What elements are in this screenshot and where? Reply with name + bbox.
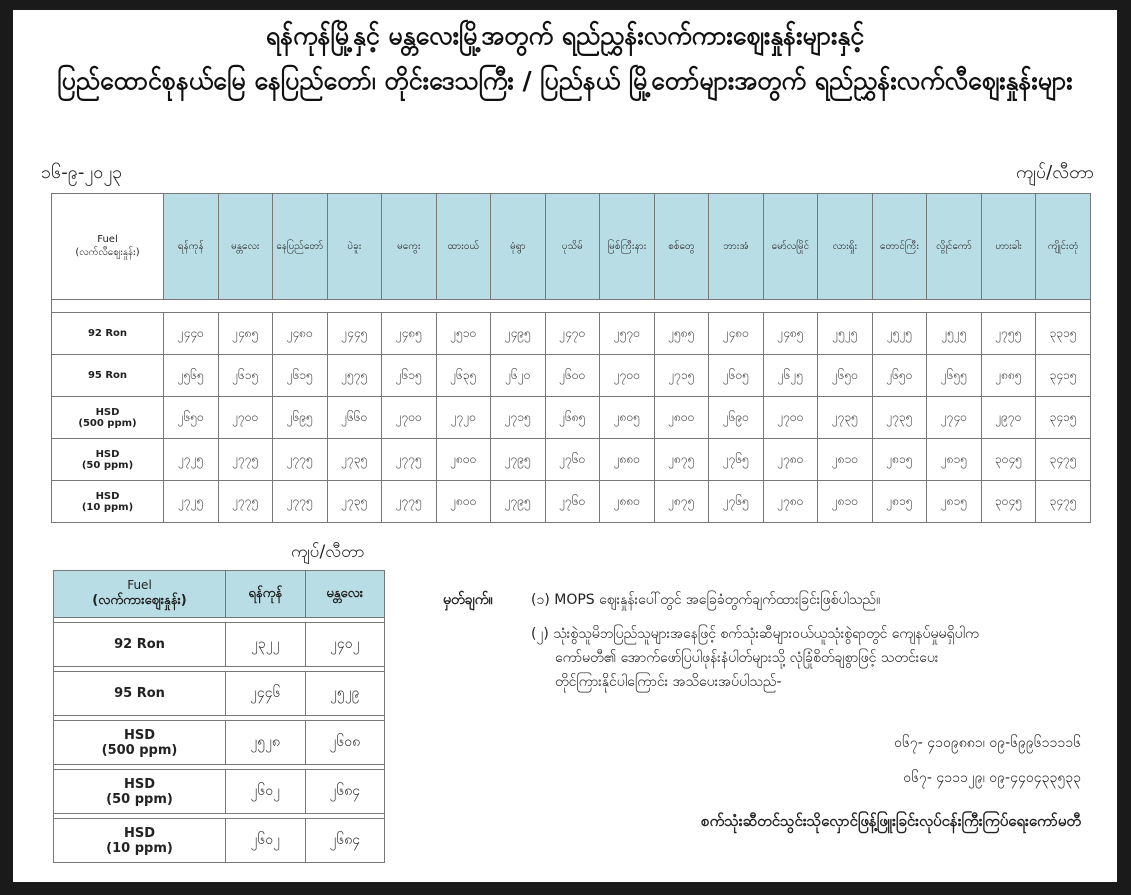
- price-cell: ၂၇၆၅: [709, 439, 764, 481]
- city-header: ပဲခူး: [327, 194, 382, 300]
- fuel-type-cell: [54, 721, 226, 765]
- price-cell: ၂၆၅၀: [164, 397, 219, 439]
- table-row: [54, 819, 385, 863]
- price-cell: ၂၈၁၅: [872, 481, 927, 523]
- price-cell: ၂၈၁၀: [818, 481, 873, 523]
- price-cell: ၂၄၇၀: [545, 313, 600, 355]
- fuel-type-grade: (500 ppm): [101, 742, 178, 758]
- fuel-type-name: HSD: [95, 490, 120, 502]
- price-cell: ၂၅၂၈: [226, 721, 306, 765]
- city-header: မော်လမြိုင်: [763, 194, 818, 300]
- table-row: [52, 481, 1091, 523]
- price-cell: ၂၇၇၅: [382, 481, 437, 523]
- fuel-type-cell: [52, 481, 164, 523]
- fuel-header-line-1: Fuel: [127, 577, 152, 592]
- price-cell: ၂၃၂၂: [226, 623, 306, 667]
- retail-header-row: [52, 194, 1091, 300]
- price-cell: ၂၇၅၅: [981, 313, 1036, 355]
- price-cell: ၂၈၁၅: [927, 481, 982, 523]
- price-cell: ၂၅၂၉: [305, 672, 385, 716]
- city-header: ဘားအံ: [709, 194, 764, 300]
- price-cell: ၂၇၇၅: [273, 439, 328, 481]
- price-cell: ၂၄၄၆: [226, 672, 306, 716]
- phone-line-2: ၀၆၇- ၄၁၁၁၂၉၊ ၀၉-၄၄၀၄၃၃၅၃၃: [903, 770, 1081, 786]
- price-cell: ၂၆၀၂: [226, 819, 306, 863]
- table-row: [52, 439, 1091, 481]
- price-cell: ၂၇၃၅: [327, 439, 382, 481]
- table-row: [52, 313, 1091, 355]
- price-cell: ၂၈၇၅: [654, 481, 709, 523]
- price-cell: ၃၄၁၅: [1036, 355, 1091, 397]
- price-cell: ၂၈၀၀: [654, 397, 709, 439]
- date-label: ၁၆-၉-၂၀၂၃: [41, 162, 123, 183]
- price-cell: ၂၇၉၅: [491, 481, 546, 523]
- fuel-type-cell: [52, 313, 164, 355]
- price-cell: ၂၇၈၀: [763, 481, 818, 523]
- wholesale-table-body: [54, 618, 385, 863]
- price-cell: ၂၅၇၀: [600, 313, 655, 355]
- notice-sheet: [13, 10, 1117, 882]
- table-row: [54, 770, 385, 814]
- city-header: လားရှိုး: [818, 194, 873, 300]
- price-cell: ၂၆၀၀: [545, 355, 600, 397]
- price-cell: ၂၇၀၀: [763, 397, 818, 439]
- price-cell: ၂၇၆၀: [545, 439, 600, 481]
- fuel-type-name: HSD: [123, 727, 156, 743]
- price-cell: ၃၀၄၅: [981, 439, 1036, 481]
- price-cell: ၂၆၅၀: [872, 355, 927, 397]
- table-row: [52, 397, 1091, 439]
- price-cell: ၂၆၁၅: [273, 355, 328, 397]
- wholesale-price-table: [53, 570, 385, 863]
- price-cell: ၂၆၉၀: [709, 397, 764, 439]
- fuel-type-name: HSD: [95, 448, 120, 460]
- price-cell: ၂၇၄၀: [927, 397, 982, 439]
- table-row: [54, 721, 385, 765]
- price-cell: ၂၈၀၅: [600, 397, 655, 439]
- price-cell: ၂၅၈၅: [654, 313, 709, 355]
- price-cell: ၂၆၀၂: [226, 770, 306, 814]
- fuel-type-grade: (50 ppm): [106, 791, 173, 807]
- price-cell: ၂၈၁၀: [818, 439, 873, 481]
- price-cell: ၂၇၆၅: [709, 481, 764, 523]
- table-row: [54, 672, 385, 716]
- price-cell: ၂၇၇၅: [218, 439, 273, 481]
- price-cell: ၂၈၇၅: [654, 439, 709, 481]
- price-cell: ၂၄၈၀: [273, 313, 328, 355]
- city-header: တောင်ကြီး: [872, 194, 927, 300]
- price-cell: ၂၄၈၀: [709, 313, 764, 355]
- fuel-type-grade: (10 ppm): [106, 840, 173, 856]
- price-cell: ၃၃၁၅: [1036, 313, 1091, 355]
- price-cell: ၂၆၁၅: [382, 355, 437, 397]
- retail-fuel-header: [52, 194, 164, 300]
- unit-label: ကျပ်/လီတာ: [1015, 162, 1094, 183]
- price-cell: ၂၇၂၅: [164, 481, 219, 523]
- price-cell: ၂၄၀၂: [305, 623, 385, 667]
- fuel-type-name: 95 Ron: [87, 370, 128, 381]
- price-cell: ၂၆၂၀: [491, 355, 546, 397]
- city-header: ရန်ကုန်: [226, 571, 306, 618]
- wholesale-unit-label: ကျပ်/လီတာ: [291, 542, 365, 562]
- price-cell: ၂၆၂၅: [763, 355, 818, 397]
- price-cell: ၂၈၁၅: [927, 439, 982, 481]
- price-cell: ၂၄၈၅: [382, 313, 437, 355]
- price-cell: ၃၄၁၅: [1036, 397, 1091, 439]
- price-cell: ၂၇၀၀: [218, 397, 273, 439]
- city-header: မကွေး: [382, 194, 437, 300]
- fuel-type-grade: (500 ppm): [78, 417, 137, 429]
- title-line-2: ပြည်ထောင်စုနယ်မြေ နေပြည်တော်၊ တိုင်းဒေသကြီး / ပြည်နယ် မြို့တော်များအတွက် ရည်ညွှန်းလက်လီဈေးနှုန်းများ: [57, 66, 1073, 95]
- price-cell: ၂၇၀၀: [600, 355, 655, 397]
- price-cell: ၂၆၅၅: [927, 355, 982, 397]
- price-cell: ၂၇၂၀: [436, 397, 491, 439]
- price-cell: ၂၇၁၅: [654, 355, 709, 397]
- price-cell: ၂၈၀၀: [436, 439, 491, 481]
- price-cell: ၂၇၈၀: [763, 439, 818, 481]
- fuel-header-line-2: (လက်ကားဈေးနှုန်း): [92, 592, 187, 608]
- price-cell: ၂၇၁၅: [491, 397, 546, 439]
- price-cell: ၂၆၈၅: [545, 397, 600, 439]
- price-cell: ၂၇၇၅: [273, 481, 328, 523]
- price-cell: ၂၄၈၅: [763, 313, 818, 355]
- price-cell: ၂၄၄၅: [327, 313, 382, 355]
- price-cell: ၂၆၈၄: [305, 819, 385, 863]
- spacer-cell: [52, 300, 1091, 313]
- city-header: ဟားခါး: [981, 194, 1036, 300]
- city-header: မန္တလေး: [305, 571, 385, 618]
- retail-price-table: [51, 193, 1091, 523]
- price-cell: ၂၉၇၀: [981, 397, 1036, 439]
- note-item-2: [531, 622, 979, 694]
- fuel-type-cell: [52, 397, 164, 439]
- retail-table-body: [52, 300, 1091, 523]
- price-cell: ၂၈၀၀: [436, 481, 491, 523]
- notes-label: မှတ်ချက်။: [443, 592, 493, 608]
- price-cell: ၂၈၈၀: [600, 439, 655, 481]
- fuel-type-name: HSD: [95, 406, 120, 418]
- note-item-1: (၁) MOPS ဈေးနှုန်းပေါ်တွင် အခြေခံတွက်ချက်ထားခြင်းဖြစ်ပါသည်။: [531, 592, 881, 608]
- city-header: လွိုင်ကော်: [927, 194, 982, 300]
- city-header: ထားဝယ်: [436, 194, 491, 300]
- price-cell: ၂၆၀၅: [709, 355, 764, 397]
- price-cell: ၂၇၇၅: [382, 439, 437, 481]
- price-cell: ၂၆၉၅: [273, 397, 328, 439]
- fuel-type-cell: [54, 819, 226, 863]
- price-cell: ၂၇၉၅: [491, 439, 546, 481]
- phone-line-1: ၀၆၇- ၄၁၀၉၈၈၁၊ ၀၉-၆၉၉၆၁၁၁၁၆: [894, 735, 1081, 751]
- price-cell: ၂၅၁၀: [436, 313, 491, 355]
- price-cell: ၂၇၀၀: [382, 397, 437, 439]
- price-cell: ၂၆၅၀: [818, 355, 873, 397]
- city-header: မြစ်ကြီးနား: [600, 194, 655, 300]
- fuel-type-cell: [52, 439, 164, 481]
- price-cell: ၂၈၈၀: [600, 481, 655, 523]
- fuel-type-cell: [54, 623, 226, 667]
- city-header: ကျိုင်းတုံ: [1036, 194, 1091, 300]
- price-cell: ၂၆၆၀: [327, 397, 382, 439]
- wholesale-fuel-header: [54, 571, 226, 618]
- fuel-type-cell: [52, 355, 164, 397]
- price-cell: ၂၇၃၅: [818, 397, 873, 439]
- fuel-type-name: 92 Ron: [87, 328, 128, 339]
- note-item-2-line-2: ကော်မတီ၏ အောက်ဖော်ပြပါဖုန်းနံပါတ်များသို့ လုံခြုံစိတ်ချစွာဖြင့် သတင်းပေး: [555, 650, 939, 666]
- fuel-type-name: 95 Ron: [114, 686, 165, 701]
- fuel-type-name: HSD: [123, 825, 156, 841]
- table-row: [52, 355, 1091, 397]
- city-header: မုံရွာ: [491, 194, 546, 300]
- city-header: မန္တလေး: [218, 194, 273, 300]
- price-cell: ၂၇၃၅: [327, 481, 382, 523]
- table-row: [54, 623, 385, 667]
- fuel-type-cell: [54, 770, 226, 814]
- fuel-type-grade: (50 ppm): [81, 459, 134, 471]
- price-cell: ၂၆၈၄: [305, 770, 385, 814]
- committee-signature: စက်သုံးဆီတင်သွင်းသိုလှောင်ဖြန့်ဖြူးခြင်းလုပ်ငန်းကြီးကြပ်ရေးကော်မတီ: [701, 812, 1081, 830]
- note-item-2-line-1: (၂) သုံးစွဲသူမိဘပြည်သူများအနေဖြင့် စက်သုံးဆီများဝယ်ယူသုံးစွဲရာတွင် ကျေနပ်မှုမရှိပါက: [531, 626, 979, 642]
- price-cell: ၂၆၃၅: [436, 355, 491, 397]
- price-cell: ၂၆၁၅: [218, 355, 273, 397]
- price-cell: ၂၇၇၅: [218, 481, 273, 523]
- fuel-type-name: 92 Ron: [114, 637, 165, 652]
- fuel-type-cell: [54, 672, 226, 716]
- price-cell: ၂၆၀၈: [305, 721, 385, 765]
- fuel-header-line-1: Fuel: [97, 233, 118, 245]
- price-cell: ၃၄၇၅: [1036, 481, 1091, 523]
- price-cell: ၂၅၂၅: [927, 313, 982, 355]
- title-line-1: ရန်ကုန်မြို့နှင့် မန္တလေးမြို့အတွက် ရည်ညွှန်းလက်ကားဈေးနှုန်းများနှင့်: [265, 21, 865, 50]
- city-header: ရန်ကုန်: [164, 194, 219, 300]
- city-header: ပုသိမ်: [545, 194, 600, 300]
- price-cell: ၂၅၂၅: [872, 313, 927, 355]
- wholesale-header-row: [54, 571, 385, 618]
- fuel-type-name: HSD: [123, 776, 156, 792]
- city-header: နေပြည်တော်: [273, 194, 328, 300]
- price-cell: ၂၅၂၅: [818, 313, 873, 355]
- table-spacer: [52, 300, 1091, 313]
- price-cell: ၃၀၄၅: [981, 481, 1036, 523]
- price-cell: ၃၄၇၅: [1036, 439, 1091, 481]
- price-cell: ၂၄၄၀: [164, 313, 219, 355]
- price-cell: ၂၈၈၅: [981, 355, 1036, 397]
- price-cell: ၂၅၆၅: [164, 355, 219, 397]
- note-item-2-line-3: တိုင်ကြားနိုင်ပါကြောင်း အသိပေးအပ်ပါသည်-: [555, 674, 782, 690]
- price-cell: ၂၈၁၅: [872, 439, 927, 481]
- fuel-type-grade: (10 ppm): [81, 501, 134, 513]
- city-header: စစ်တွေ: [654, 194, 709, 300]
- price-cell: ၂၇၂၅: [164, 439, 219, 481]
- price-cell: ၂၇၃၅: [872, 397, 927, 439]
- price-cell: ၂၄၈၅: [218, 313, 273, 355]
- price-cell: ၂၅၇၅: [327, 355, 382, 397]
- price-cell: ၂၄၉၅: [491, 313, 546, 355]
- price-cell: ၂၇၆၀: [545, 481, 600, 523]
- fuel-header-line-2: (လက်လီဈေးနှုန်း): [75, 246, 140, 258]
